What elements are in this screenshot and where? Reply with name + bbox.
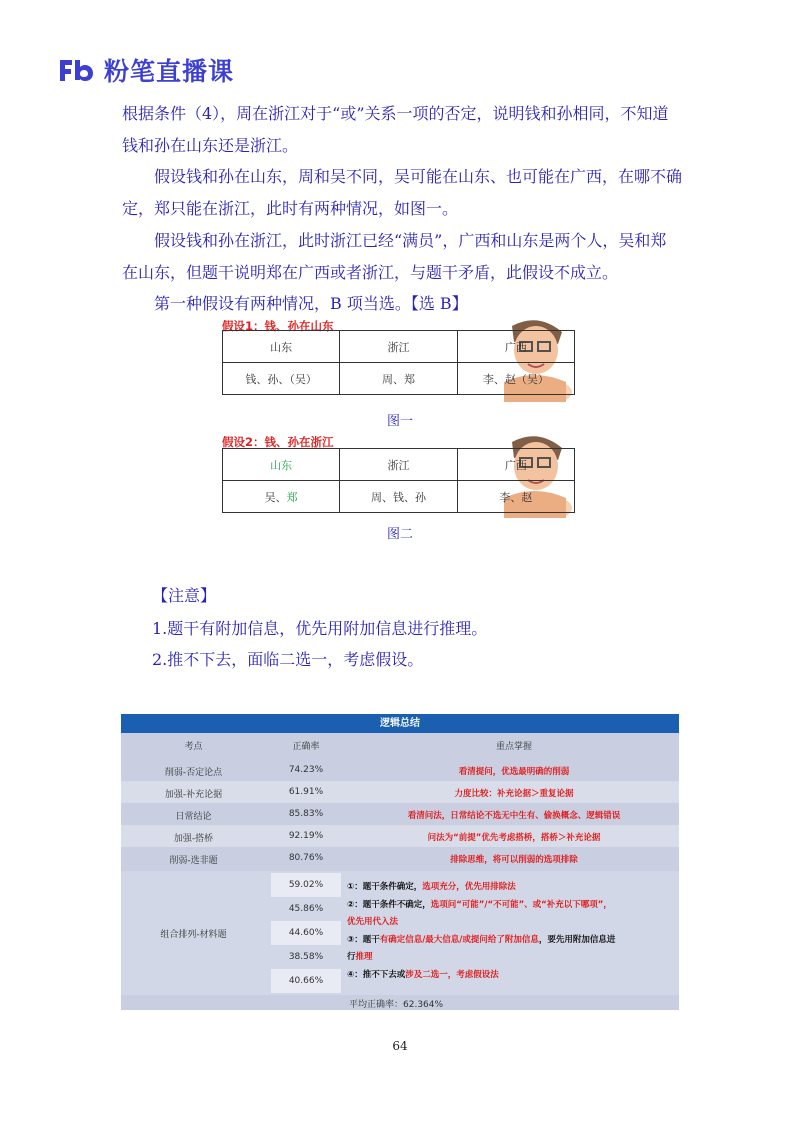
- figure2-label: 假设2：钱、孙在浙江: [222, 435, 334, 449]
- key-line: [347, 967, 677, 985]
- table-row: [121, 759, 679, 781]
- table-row: [223, 481, 575, 513]
- figure2-table: [222, 448, 575, 513]
- paragraph-hypothesis-1: [122, 161, 688, 225]
- key-text: ③：题干: [347, 934, 380, 945]
- key-line: [347, 879, 677, 897]
- key-text-highlight: 选项充分，优先用排除法: [422, 882, 516, 892]
- key-cell: 力度比较：补充论据＞重复论据: [454, 789, 574, 799]
- table-cell: [223, 481, 340, 513]
- key-text-highlight: 推理: [355, 952, 373, 962]
- key-line: [347, 949, 677, 967]
- table-cell: 李、赵: [457, 481, 574, 513]
- paragraph-hypothesis-2: [122, 225, 688, 289]
- key-text-highlight: 选项问“可能”/“不可能”、或“补充以下哪项”，: [430, 899, 612, 910]
- brand-logo: [58, 52, 234, 88]
- combo-key-text: [347, 879, 677, 984]
- table-header-cell: 山东: [223, 449, 340, 481]
- table-header-cell: 广西: [457, 449, 574, 481]
- table-row: [223, 449, 575, 481]
- table-header-cell: 浙江: [340, 331, 457, 363]
- table-row: [121, 825, 679, 847]
- combo-row: [121, 871, 679, 995]
- rate-cell: 85.83%: [288, 809, 324, 819]
- key-cell: 问法为“前提”优先考虑搭桥，搭桥＞补充论据: [427, 833, 601, 843]
- figure1-table: [222, 330, 575, 395]
- key-text: ，要先用附加信息进: [538, 934, 616, 945]
- header-rate: 正确率: [292, 742, 320, 752]
- table-cell: 钱、孙、（吴）: [223, 363, 340, 395]
- topic-cell: 日常结论: [175, 812, 212, 822]
- topic-cell: 组合排列-材料题: [160, 930, 227, 940]
- topic-cell: 削弱-选非题: [169, 856, 218, 866]
- table-cell: 李、赵（吴）: [457, 363, 574, 395]
- average-row: [121, 997, 679, 1010]
- paragraph-line: 钱和孙在山东还是浙江。: [122, 136, 299, 155]
- brand-name: 粉笔直播课: [104, 57, 235, 86]
- paragraph-line: 根据条件（4），周在浙江对于“或”关系一项的否定，说明钱和孙相同，不知道: [122, 104, 669, 123]
- table-cell: 周、郑: [340, 363, 457, 395]
- paragraph-condition: [122, 98, 688, 162]
- rate-cell: 45.86%: [271, 897, 341, 921]
- key-text: ②：题干条件不确定，: [347, 899, 431, 910]
- note-item: 2.推不下去，面临二选一，考虑假设。: [152, 650, 424, 669]
- key-line: 优先用代入法: [347, 917, 399, 927]
- paragraph-line: 定，郑只能在浙江，此时有两种情况，如图一。: [122, 199, 459, 218]
- paragraph-line: 在山东，但题干说明郑在广西或者浙江，与题干矛盾，此假设不成立。: [122, 263, 619, 282]
- rate-cell: 92.19%: [288, 831, 324, 841]
- rate-cell: 59.02%: [271, 873, 341, 897]
- header-topic: 考点: [184, 742, 203, 752]
- key-line: [347, 932, 677, 950]
- rate-cell: 44.60%: [271, 921, 341, 945]
- note-title: 【注意】: [152, 586, 217, 605]
- header-key: 重点掌握: [495, 742, 532, 752]
- table-header-cell: 山东: [223, 331, 340, 363]
- table-row: [121, 847, 679, 869]
- table-header-cell: 浙江: [340, 449, 457, 481]
- page-number: 64: [392, 1039, 408, 1053]
- note-item: 1.题干有附加信息，优先用附加信息进行推理。: [152, 619, 488, 638]
- cell-text-highlight: 郑: [286, 490, 298, 504]
- rate-cell: 74.23%: [288, 765, 324, 775]
- key-text: ①：题干条件确定，: [347, 882, 423, 892]
- fb-logo-icon: [58, 57, 94, 83]
- table-row: [121, 781, 679, 803]
- figure1-caption: 图一: [386, 414, 413, 429]
- key-text: 行: [347, 952, 356, 962]
- average-rate: 平均正确率：62.364%: [349, 1000, 444, 1010]
- rate-cell: 40.66%: [271, 969, 341, 993]
- table-cell: 周、钱、孙: [340, 481, 457, 513]
- key-line: [347, 897, 677, 915]
- figure2-caption: 图二: [386, 527, 413, 542]
- table-row: [121, 803, 679, 825]
- key-cell: 排除思维，将可以削弱的选项排除: [450, 855, 578, 865]
- key-text-highlight: 涉及二选一，考虑假设法: [405, 969, 499, 980]
- table-row: [223, 331, 575, 363]
- rate-cell: 38.58%: [271, 945, 341, 969]
- summary-title: 逻辑总结: [121, 714, 679, 733]
- rate-cell: 80.76%: [288, 853, 324, 863]
- paragraph-line: 假设钱和孙在浙江，此时浙江已经“满员”，广西和山东是两个人，吴和郑: [154, 231, 667, 250]
- topic-cell: 削弱-否定论点: [164, 768, 223, 778]
- cell-text: 吴、: [264, 490, 287, 504]
- logic-summary-table: [121, 714, 679, 1010]
- key-text: ④：推不下去或: [347, 969, 406, 980]
- paragraph-line: 假设钱和孙在山东，周和吴不同，吴可能在山东、也可能在广西，在哪不确: [154, 167, 683, 186]
- topic-cell: 加强-搭桥: [173, 834, 214, 844]
- table-row: [223, 363, 575, 395]
- paragraph-answer: 第一种假设有两种情况，B 项当选。【选 B】: [154, 294, 468, 313]
- topic-cell: 加强-补充论据: [164, 790, 223, 800]
- figure1-label: 假设1：钱、孙在山东: [222, 319, 334, 333]
- key-text-highlight: 有确定信息/最大信息/或提问给了附加信息: [379, 934, 539, 945]
- rate-cell: 61.91%: [288, 787, 324, 797]
- key-cell: 看清提问，优选最明确的削弱: [458, 767, 570, 777]
- table-header-cell: 广西: [457, 331, 574, 363]
- key-cell: 看清问法，日常结论不选无中生有、偷换概念、逻辑错误: [407, 811, 621, 821]
- summary-header-row: [121, 733, 679, 755]
